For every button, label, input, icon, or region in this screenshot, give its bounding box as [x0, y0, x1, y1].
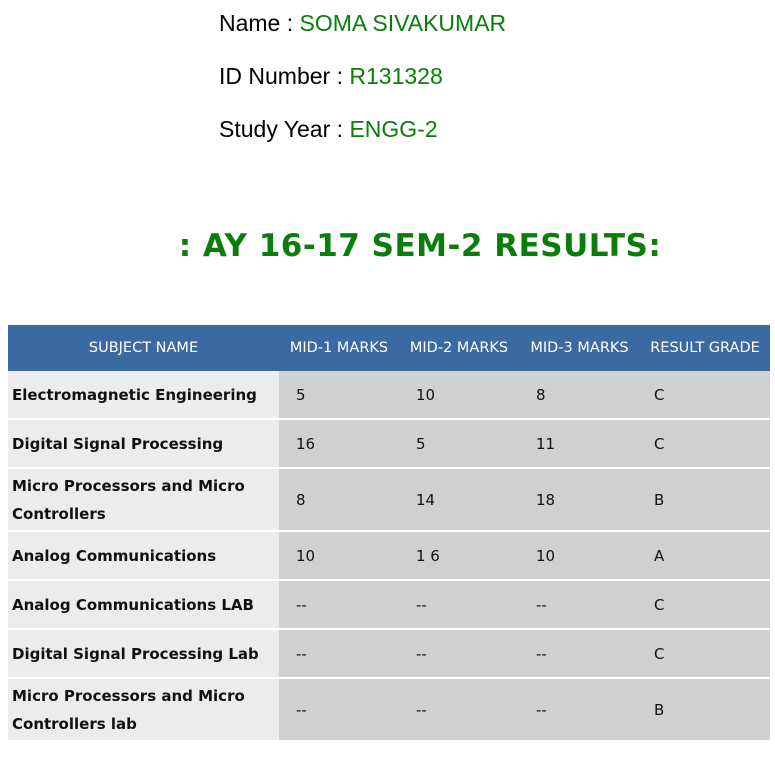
- result-grade: C: [640, 419, 770, 468]
- student-id-label: ID Number :: [219, 63, 350, 89]
- subject-name: Digital Signal Processing Lab: [8, 629, 279, 678]
- mid2-mark: --: [399, 678, 519, 741]
- mid3-mark: --: [519, 580, 640, 629]
- table-header-row: [8, 325, 770, 371]
- mid1-mark: 8: [279, 468, 399, 531]
- table-row: [8, 580, 770, 629]
- result-grade: A: [640, 531, 770, 580]
- student-id-row: [219, 63, 443, 90]
- student-name-row: [219, 10, 506, 37]
- result-grade: B: [640, 468, 770, 531]
- table-row: [8, 678, 770, 741]
- table-row: [8, 629, 770, 678]
- mid1-mark: --: [279, 629, 399, 678]
- subject-name: Analog Communications: [8, 531, 279, 580]
- student-name-value: SOMA SIVAKUMAR: [299, 10, 507, 36]
- header-mid2-marks: MID-2 MARKS: [399, 325, 519, 371]
- result-grade: C: [640, 629, 770, 678]
- student-id-value: R131328: [349, 63, 443, 89]
- header-result-grade: RESULT GRADE: [640, 325, 770, 371]
- mid1-mark: 5: [279, 371, 399, 419]
- mid2-mark: --: [399, 580, 519, 629]
- results-table: [8, 325, 770, 742]
- table-row: [8, 419, 770, 468]
- header-mid3-marks: MID-3 MARKS: [519, 325, 640, 371]
- mid2-mark: 14: [399, 468, 519, 531]
- study-year-row: [219, 116, 438, 143]
- result-grade: C: [640, 371, 770, 419]
- mid1-mark: --: [279, 580, 399, 629]
- mid2-mark: 1 6: [399, 531, 519, 580]
- mid2-mark: --: [399, 629, 519, 678]
- mid1-mark: 10: [279, 531, 399, 580]
- result-grade: C: [640, 580, 770, 629]
- mid3-mark: 18: [519, 468, 640, 531]
- mid2-mark: 10: [399, 371, 519, 419]
- mid3-mark: 8: [519, 371, 640, 419]
- subject-name: Electromagnetic Engineering: [8, 371, 279, 419]
- mid2-mark: 5: [399, 419, 519, 468]
- result-grade: B: [640, 678, 770, 741]
- header-mid1-marks: MID-1 MARKS: [279, 325, 399, 371]
- mid3-mark: 11: [519, 419, 640, 468]
- header-subject-name: SUBJECT NAME: [8, 325, 279, 371]
- study-year-label: Study Year :: [219, 116, 350, 142]
- subject-name: Micro Processors and Micro Controllers lab: [8, 678, 279, 741]
- mid3-mark: --: [519, 629, 640, 678]
- table-row: [8, 371, 770, 419]
- results-heading: : AY 16-17 SEM-2 RESULTS:: [178, 228, 662, 264]
- mid3-mark: --: [519, 678, 640, 741]
- subject-name: Digital Signal Processing: [8, 419, 279, 468]
- mid3-mark: 10: [519, 531, 640, 580]
- subject-name: Analog Communications LAB: [8, 580, 279, 629]
- study-year-value: ENGG-2: [349, 116, 438, 142]
- table-row: [8, 531, 770, 580]
- student-name-label: Name :: [219, 10, 300, 36]
- mid1-mark: --: [279, 678, 399, 741]
- mid1-mark: 16: [279, 419, 399, 468]
- subject-name: Micro Processors and Micro Controllers: [8, 468, 279, 531]
- table-row: [8, 468, 770, 531]
